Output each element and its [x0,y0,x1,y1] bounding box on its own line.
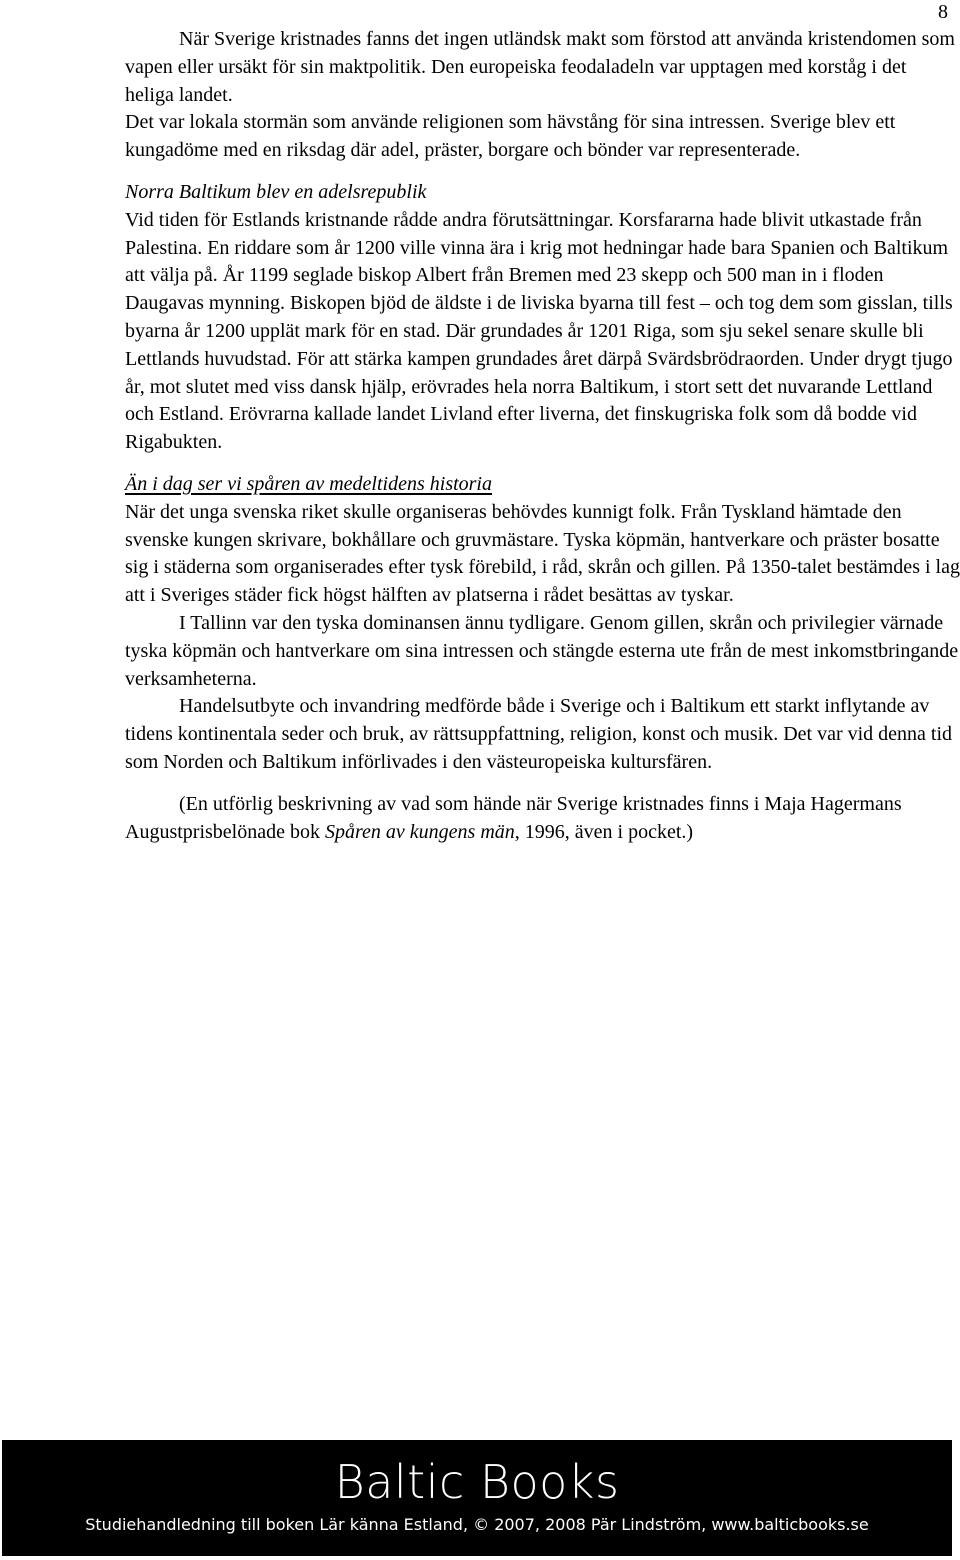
book-note-text-start: (En utförlig beskrivning av vad som hände när Sverige kristnades finns i Maja Hagermans Augustprisbelönade bok [125,792,902,843]
document-body [125,26,960,846]
book-title: Spåren av kungens män [324,820,515,843]
footer-banner [2,1440,952,1556]
footer-brand-logo: Baltic Books [334,1455,620,1509]
intro-paragraph-1: När Sverige kristnades fanns det ingen utländsk makt som förstod att använda kristendomen som vapen eller ursäkt för sin maktpolitik. Den europeiska feodaladeln var upptagen med korståg i det heliga landet. [125,28,955,106]
intro-paragraph-2: Det var lokala stormän som använde religionen som hävstång för sina intressen. Sverige blev ett kungadöme med en riksdag där adel, präster, borgare och bönder var representerade. [125,111,896,162]
book-note-text-end: , 1996, även i pocket.) [514,820,694,843]
section-heading-medeltid: Än i dag ser vi spåren av medeltidens historia [125,472,492,495]
traces-paragraph-1: När det unga svenska riket skulle organiseras behövdes kunnigt folk. Från Tyskland hämtade den svenske kungen skrivare, bokhållare och gruvmästare. Tyska köpmän, hantverkare och präster bosatte sig i städerna som organiserades efter tysk förebild, i råd, skrån och gillen. På 1350-talet bestämdes i lag att i Sveriges städer fick högst hälften av platserna i rådet besättas av tyskar. [125,500,960,607]
traces-paragraph-2: I Tallinn var den tyska dominansen ännu tydligare. Genom gillen, skrån och privilegier värnade tyska köpmän och hantverkare om sina intressen och stängde esterna ute från de mest inkomstbringande verksamheterna. [125,611,959,690]
page-number: 8 [938,1,948,23]
footer-credit-line: Studiehandledning till boken Lär känna Estland, © 2007, 2008 Pär Lindström, www.balticbooks.se [85,1515,869,1534]
book-note-paragraph [125,791,960,847]
section-heading-adelsrepublik: Norra Baltikum blev en adelsrepublik [125,180,427,203]
baltikum-paragraph: Vid tiden för Estlands kristnande rådde andra förutsättningar. Korsfararna hade blivit utkastade från Palestina. En riddare som år 1200 ville vinna ära i krig mot hedningar hade bara Spanien och Baltikum att välja på. År 1199 seglade biskop Albert från Bremen med 23 skepp och 500 man in i floden Daugavas mynning. Biskopen bjöd de äldste i de liviska byarna till fest – och tog dem som gisslan, tills byarna år 1200 upplät mark för en stad. Där grundades år 1201 Riga, som sju sekel senare skulle bli Lettlands huvudstad. För att stärka kampen grundades året därpå Svärdsbrödraorden. Under drygt tjugo år, mot slutet med viss dansk hjälp, erövrades hela norra Baltikum, i stort sett det nuvarande Lettland och Estland. Erövrarna kallade landet Livland efter liverna, det finskugriska folk som då bodde vid Rigabukten. [125,208,953,454]
traces-paragraph-3: Handelsutbyte och invandring medförde både i Sverige och i Baltikum ett starkt inflytande av tidens kontinentala seder och bruk, av rättsuppfattning, religion, konst och musik. Det var vid denna tid som Norden och Baltikum införlivades i den västeuropeiska kultursfären. [125,695,953,773]
